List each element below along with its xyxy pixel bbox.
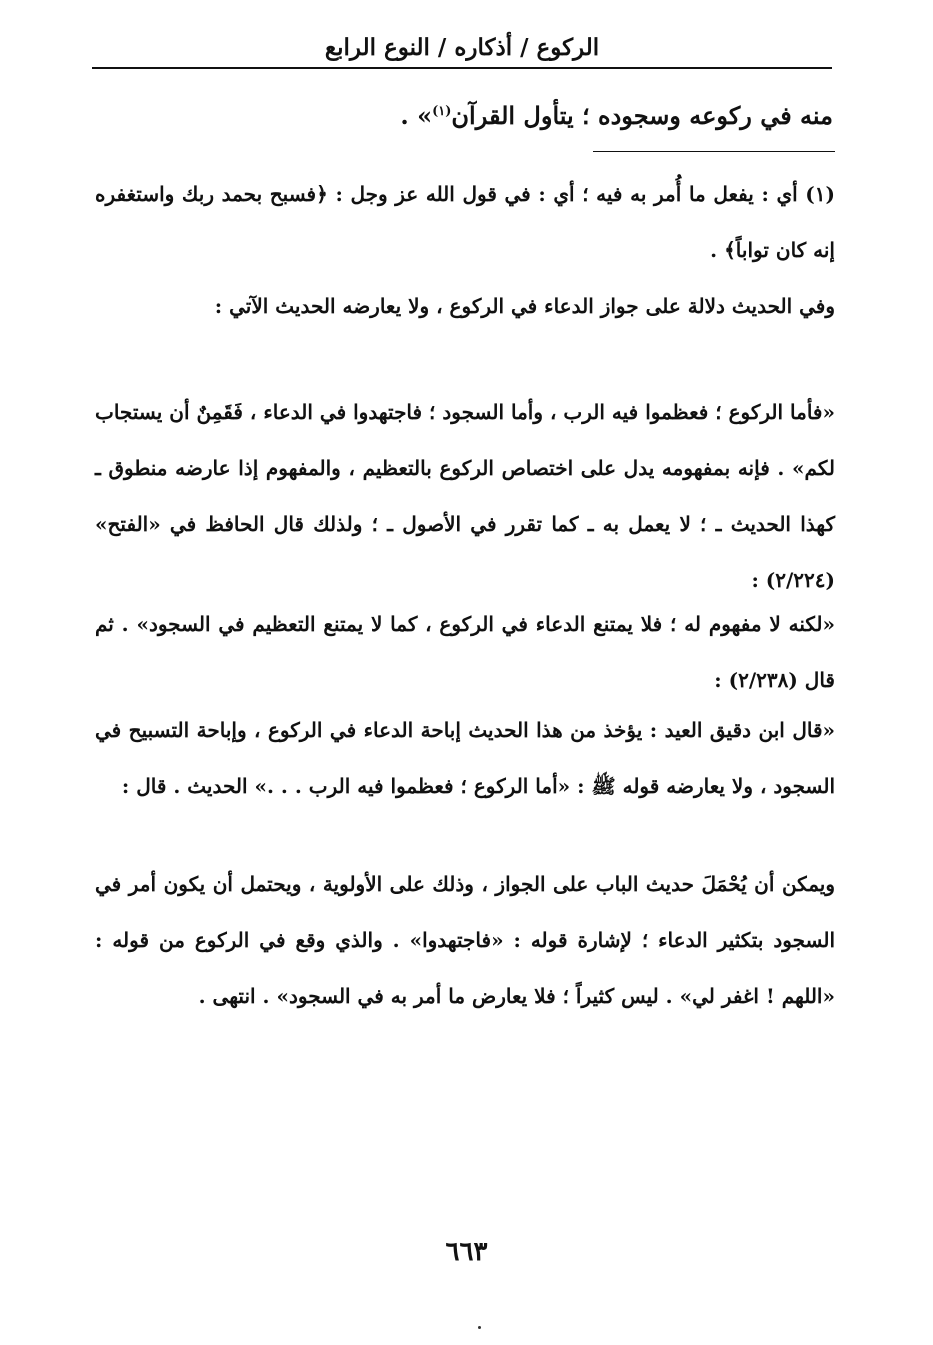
footnote-rule [593,151,835,152]
page-number: ٦٦٣ [445,1237,488,1267]
footnote-text: (١) أي : يفعل ما أُمر به فيه ؛ أي : في قول الله عز وجل : ﴿فسبح بحمد ربك واستغفره إنه كان تواباً﴾ . [95,182,835,262]
continued-text: منه في ركوعه وسجوده ؛ يتأول القرآن [451,101,833,130]
body-paragraph: «لكنه لا مفهوم له ؛ فلا يمتنع الدعاء في الركوع ، كما لا يمتنع التعظيم في السجود» . ثم قال (٢/٢٣٨) : [95,612,835,692]
running-header: الركوع / أذكاره / النوع الرابع [324,34,600,61]
header-rule [92,67,832,69]
continued-text-line [400,92,833,140]
body-paragraph: «قال ابن دقيق العيد : يؤخذ من هذا الحديث إباحة الدعاء في الركوع ، وإباحة التسبيح في السجود ، ولا يعارضه قوله ﷺ : «أما الركوع ؛ فعظموا فيه الرب . . .» الحديث . قال : [95,718,835,798]
scan-speck [478,1326,481,1329]
body-paragraph: وفي الحديث دلالة على جواز الدعاء في الركوع ، ولا يعارضه الحديث الآتي : [214,294,835,318]
body-paragraph: «فأما الركوع ؛ فعظموا فيه الرب ، وأما السجود ؛ فاجتهدوا في الدعاء ، فَقَمِنٌ أن يستجاب لكم» . فإنه بمفهومه يدل على اختصاص الركوع بالتعظيم ، والمفهوم إذا عارضه منطوق ـ كهذا الحديث ـ ؛ لا يعمل به ـ كما تقرر في الأصول ـ ؛ ولذلك قال الحافظ في «الفتح» (٢/٢٢٤) : [95,400,835,592]
body-paragraph: ويمكن أن يُحْمَلَ حديث الباب على الجواز ، وذلك على الأولوية ، ويحتمل أن يكون أمر في السجود بتكثير الدعاء ؛ لإشارة قوله : «فاجتهدوا» . والذي وقع في الركوع من قوله : «اللهم ! اغفر لي» . ليس كثيراً ؛ فلا يعارض ما أمر به في السجود» . انتهى . [95,872,835,1008]
continued-text-closing: » . [400,101,433,130]
footnote-marker: (١) [432,104,452,119]
